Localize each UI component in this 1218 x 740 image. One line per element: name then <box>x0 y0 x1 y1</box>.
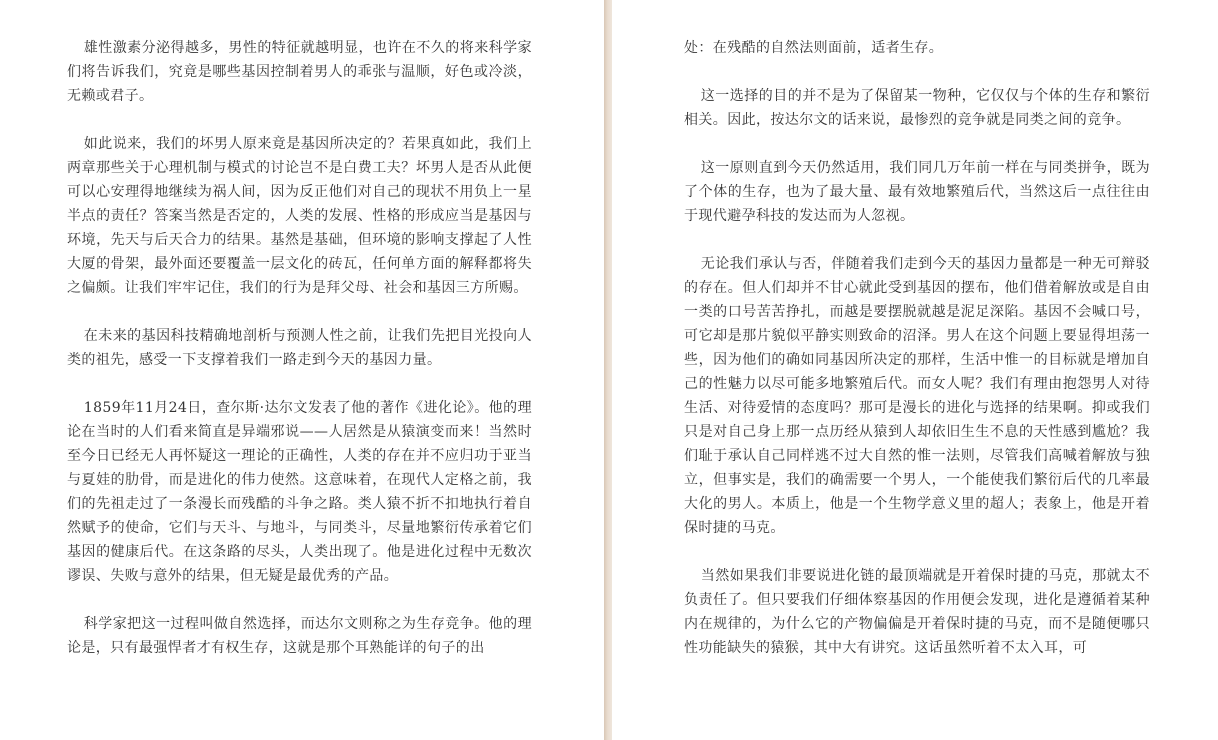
paragraph: 科学家把这一过程叫做自然选择，而达尔文则称之为生存竞争。他的理论是，只有最强悍者才有权生存，这就是那个耳熟能详的句子的出 <box>67 616 532 656</box>
paragraph-continuation: 处：在残酷的自然法则面前，适者生存。 <box>684 40 944 56</box>
paragraph: 这一原则直到今天仍然适用，我们同几万年前一样在与同类拼争，既为了个体的生存，也为了最大量、最有效地繁殖后代，当然这后一点往往由于现代避孕科技的发达而为人忽视。 <box>684 160 1150 224</box>
paragraph: 雄性激素分泌得越多，男性的特征就越明显，也许在不久的将来科学家们将告诉我们，究竟是哪些基因控制着男人的乖张与温顺，好色或冷淡，无赖或君子。 <box>67 40 532 104</box>
paragraph: 1859年11月24日，查尔斯·达尔文发表了他的著作《进化论》。他的理论在当时的人们看来简直是异端邪说——人居然是从猿演变而来！当然时至今日已经无人再怀疑这一理论的正确性，人类的存在并不应归功于亚当与夏娃的肋骨，而是进化的伟力使然。这意味着，在现代人定格之前，我们的先祖走过了一条漫长而残酷的斗争之路。类人猿不折不扣地执行着自然赋予的使命，它们与天斗、与地斗，与同类斗，尽量地繁衍传承着它们基因的健康后代。在这条路的尽头，人类出现了。他是进化过程中无数次谬误、失败与意外的结果，但无疑是最优秀的产品。 <box>67 400 532 584</box>
paragraph: 当然如果我们非要说进化链的最顶端就是开着保时捷的马克，那就太不负责任了。但只要我们仔细体察基因的作用便会发现，进化是遵循着某种内在规律的，为什么它的产物偏偏是开着保时捷的马克，而不是随便哪只性功能缺失的猿猴，其中大有讲究。这话虽然听着不太入耳，可 <box>684 568 1150 656</box>
paragraph: 无论我们承认与否，伴随着我们走到今天的基因力量都是一种无可辩驳的存在。但人们却并不甘心就此受到基因的摆布，他们借着解放或是自由一类的口号苦苦挣扎，而越是要摆脱就越是泥足深陷。基因不会喊口号，可它却是那片貌似平静实则致命的沼泽。男人在这个问题上要显得坦荡一些，因为他们的确如同基因所决定的那样，生活中惟一的目标就是增加自己的性魅力以尽可能多地繁殖后代。而女人呢？我们有理由抱怨男人对待生活、对待爱情的态度吗？那可是漫长的进化与选择的结果啊。抑或我们只是对自己身上那一点历经从猿到人却依旧生生不息的天性感到尴尬？我们耻于承认自己同样逃不过大自然的惟一法则，尽管我们高喊着解放与独立，但事实是，我们的确需要一个男人，一个能使我们繁衍后代的几率最大化的男人。本质上，他是一个生物学意义里的超人；表象上，他是开着保时捷的马克。 <box>684 256 1150 536</box>
right-page <box>612 0 1218 740</box>
paragraph: 在未来的基因科技精确地剖析与预测人性之前，让我们先把目光投向人类的祖先，感受一下支撑着我们一路走到今天的基因力量。 <box>67 328 532 368</box>
paragraph: 这一选择的目的并不是为了保留某一物种，它仅仅与个体的生存和繁衍相关。因此，按达尔文的话来说，最惨烈的竞争就是同类之间的竞争。 <box>684 88 1150 128</box>
book-gutter <box>604 0 612 740</box>
paragraph: 如此说来，我们的坏男人原来竟是基因所决定的？若果真如此，我们上两章那些关于心理机制与模式的讨论岂不是白费工夫？坏男人是否从此便可以心安理得地继续为祸人间，因为反正他们对自己的现状不用负上一星半点的责任？答案当然是否定的，人类的发展、性格的形成应当是基因与环境，先天与后天合力的结果。基然是基础，但环境的影响支撑起了人性大厦的骨架，最外面还要覆盖一层文化的砖瓦，任何单方面的解释都将失之偏颇。让我们牢牢记住，我们的行为是拜父母、社会和基因三方所赐。 <box>67 136 532 296</box>
left-page <box>0 0 604 740</box>
